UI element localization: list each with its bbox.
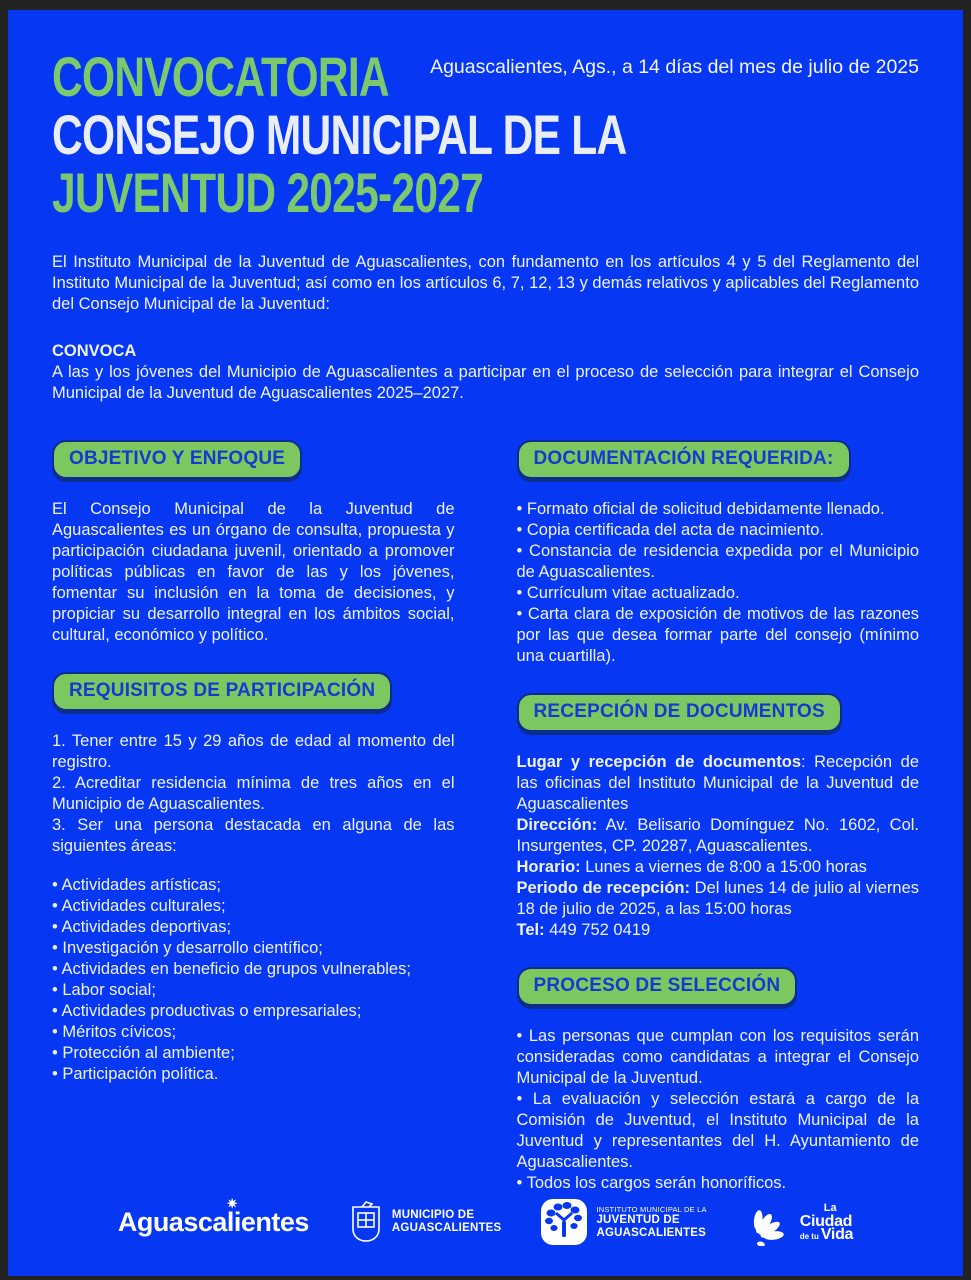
juventud-tree-icon [541,1199,587,1245]
documento-item: • Copia certificada del acta de nacimiento. [516,521,825,539]
aguascalientes-wordmark: ✷ Aguascalientes [117,1195,309,1237]
title-line-1: CONVOCATORIA [52,45,389,108]
municipio-logo [349,1200,502,1244]
aguascalientes-logo [117,1195,309,1238]
documento-item: • Currículum vitae actualizado. [516,584,740,602]
area-item: • Investigación y desarrollo científico; [52,939,323,957]
ciudad-de-tu-vida-logo [747,1198,853,1246]
area-item: • Actividades deportivas; [52,918,232,936]
field-value: 449 752 0419 [544,921,651,939]
two-column-layout [52,440,919,1194]
field-value: : Recepción de las oficinas del Instituto Municipal de la Juventud de Aguascalientes [516,753,919,813]
right-column [517,440,920,1194]
requisitos-list [52,731,455,857]
instituto-text: INSTITUTO MUNICIPAL DE LA JUVENTUD DE AGUASCALIENTES [596,1204,707,1239]
sparkle-icon: ✷ [226,1195,238,1211]
objetivo-badge: OBJETIVO Y ENFOQUE [52,440,302,479]
title-line-3: JUVENTUD 2025-2027 [52,161,484,224]
area-item: • Protección al ambiente; [52,1044,235,1062]
area-item: • Méritos cívicos; [52,1023,177,1041]
proceso-badge: PROCESO DE SELECCIÓN [517,967,798,1006]
area-item: • Participación política. [52,1065,219,1083]
area-item: • Labor social; [52,981,156,999]
recepcion-field [517,878,920,920]
documento-item: • Constancia de residencia expedida por el Municipio de Aguascalientes. [516,542,919,581]
documentacion-list [517,499,920,667]
area-item: • Actividades productivas o empresariales; [52,1002,362,1020]
proceso-item: • La evaluación y selección estará a cargo de la Comisión de Juventud, el Instituto Municipal de la Juventud y representantes del H. Ayuntamiento de Aguascalientes. [516,1090,919,1171]
poster [8,10,963,1276]
convoca-text: A las y los jóvenes del Municipio de Aguascalientes a participar en el proceso de selección para integrar el Consejo Municipal de la Juventud de Aguascalientes 2025–2027. [52,363,919,402]
field-label: Dirección: [516,816,598,834]
field-value: Av. Belisario Domínguez No. 1602, Col. Insurgentes, CP. 20287, Aguascalientes. [516,816,919,855]
objetivo-body: El Consejo Municipal de la Juventud de Aguascalientes es un órgano de consulta, propuesta y participación ciudadana juvenil, orientado a promover políticas públicas en favor de las y los jóvenes, fomentar su inclusión en la toma de decisiones, y propiciar su desarrollo integral en los ámbitos social, cultural, económico y político. [52,500,455,644]
convoca-heading: CONVOCA [52,342,137,360]
intro-paragraph: El Instituto Municipal de la Juventud de Aguascalientes, con fundamento en los artículos 4 y 5 del Reglamento del Instituto Municipal de la Juventud; así como en los artículos 6, 7, 12, 13 y demás relativos y aplicables del Reglamento del Consejo Municipal de la Juventud: [52,253,919,313]
title-line-2: CONSEJO MUNICIPAL DE LA [52,103,627,166]
field-label: Horario: [516,858,581,876]
recepcion-badge: RECEPCIÓN DE DOCUMENTOS [517,693,842,732]
proceso-list [517,1026,920,1194]
field-value: Lunes a viernes de 8:00 a 15:00 horas [580,858,867,876]
convoca-block [52,341,919,404]
ciudad-vida-burst-icon [747,1198,791,1246]
field-value: Del lunes 14 de julio al viernes 18 de julio de 2025, a las 15:00 horas [516,879,919,918]
recepcion-field [517,857,920,878]
recepcion-fields [517,752,920,941]
instituto-juventud-logo [541,1199,706,1245]
documentacion-badge: DOCUMENTACIÓN REQUERIDA: [517,440,851,479]
requisito-item: 3. Ser una persona destacada en alguna de las siguientes áreas: [52,816,455,855]
footer-logos [8,1195,963,1246]
proceso-item: • Todos los cargos serán honoríficos. [516,1174,787,1192]
ciudad-vida-text: La Ciudad de tu Vida [799,1201,854,1243]
area-item: • Actividades artísticas; [52,876,222,894]
field-label: Lugar y recepción de documentos [516,753,801,771]
areas-list [52,875,455,1085]
area-item: • Actividades culturales; [52,897,226,915]
left-column [52,440,455,1194]
municipio-text: MUNICIPIO DE AGUASCALIENTES [391,1209,502,1234]
documento-item: • Formato oficial de solicitud debidamente llenado. [516,500,885,518]
recepcion-field [517,752,920,815]
requisitos-badge: REQUISITOS DE PARTICIPACIÓN [52,672,392,711]
requisito-item: 1. Tener entre 15 y 29 años de edad al momento del registro. [52,732,455,771]
field-label: Tel: [516,921,545,939]
proceso-item: • Las personas que cumplan con los requisitos serán consideradas como candidatas a integrar el Consejo Municipal de la Juventud. [516,1027,919,1087]
recepcion-field [517,815,920,857]
requisito-item: 2. Acreditar residencia mínima de tres años en el Municipio de Aguascalientes. [52,774,455,813]
recepcion-field [517,920,920,941]
documento-item: • Carta clara de exposición de motivos de las razones por las que desea formar parte del consejo (mínimo una cuartilla). [516,605,919,665]
date-line: Aguascalientes, Ags., a 14 días del mes de julio de 2025 [430,56,919,78]
municipio-crest-icon [349,1200,383,1244]
area-item: • Actividades en beneficio de grupos vulnerables; [52,960,411,978]
field-label: Periodo de recepción: [516,879,690,897]
